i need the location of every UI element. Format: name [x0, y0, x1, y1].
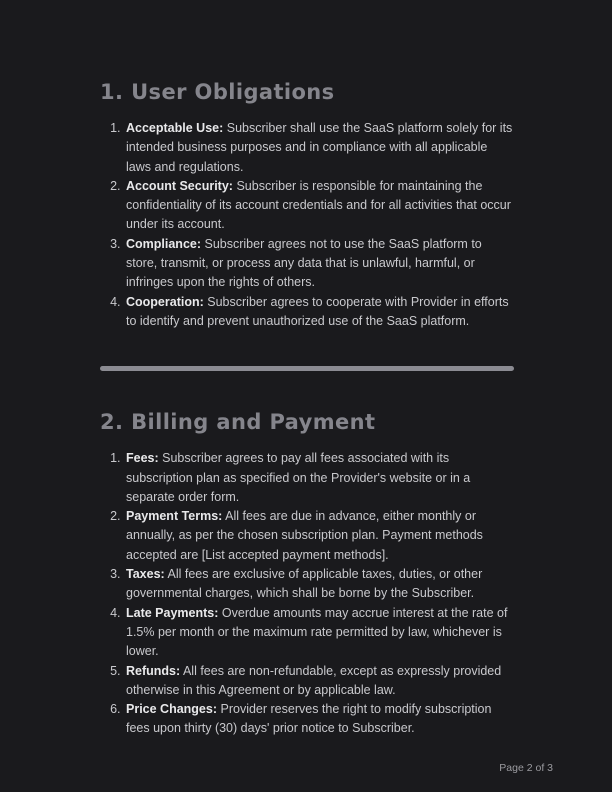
section-heading-billing-payment: 2. Billing and Payment	[100, 410, 376, 435]
list-item	[124, 119, 514, 177]
list-item-text: Subscriber is responsible for maintaining the confidentiality of its account credentials and for all activities that occur under its account.	[126, 178, 511, 232]
list-item-text: Subscriber agrees not to use the SaaS platform to store, transmit, or process any data that is unlawful, harmful, or infringes upon the rights of others.	[126, 236, 482, 290]
billing-payment-list	[100, 449, 514, 738]
list-item-text: Subscriber agrees to cooperate with Provider in efforts to identify and prevent unauthorized use of the SaaS platform.	[126, 294, 509, 328]
list-item-label: Payment Terms:	[126, 509, 223, 524]
list-item	[124, 293, 514, 332]
page-content	[100, 0, 514, 739]
list-item	[124, 604, 514, 662]
list-item	[124, 235, 514, 293]
list-item-text: All fees are due in advance, either monthly or annually, as per the chosen subscription plan. Payment methods accepted are [List accepted payment methods].	[126, 509, 483, 562]
list-item	[124, 507, 514, 565]
list-item	[124, 565, 514, 604]
list-item-text: Provider reserves the right to modify subscription fees upon thirty (30) days' prior notice to Subscriber.	[126, 702, 492, 736]
list-item	[124, 177, 514, 235]
list-item	[124, 449, 514, 507]
list-item-label: Fees:	[126, 451, 159, 466]
page-number: Page 2 of 3	[499, 762, 553, 774]
list-item	[124, 700, 514, 739]
list-item-text: All fees are exclusive of applicable taxes, duties, or other governmental charges, which shall be borne by the Subscriber.	[126, 567, 483, 601]
list-item-label: Taxes:	[126, 567, 165, 582]
list-item-label: Price Changes:	[126, 702, 218, 717]
list-item-text: All fees are non-refundable, except as expressly provided otherwise in this Agreement or by applicable law.	[126, 663, 502, 697]
section-divider	[100, 366, 514, 371]
list-item-text: Subscriber shall use the SaaS platform solely for its intended business purposes and in compliance with all applicable laws and regulations.	[126, 121, 513, 174]
list-item	[124, 662, 514, 701]
list-item-text: Overdue amounts may accrue interest at the rate of 1.5% per month or the maximum rate permitted by law, whichever is lower.	[126, 605, 508, 659]
section-heading-user-obligations: 1. User Obligations	[100, 80, 335, 104]
list-item-label: Cooperation:	[126, 294, 204, 309]
list-item-label: Refunds:	[126, 663, 181, 678]
list-item-label: Late Payments:	[126, 605, 219, 620]
list-item-text: Subscriber agrees to pay all fees associated with its subscription plan as specified on the Provider's website or in a separate order form.	[126, 451, 471, 504]
user-obligations-list	[100, 119, 514, 331]
list-item-label: Compliance:	[126, 236, 202, 251]
list-item-label: Acceptable Use:	[126, 121, 224, 135]
list-item-label: Account Security:	[126, 178, 233, 193]
